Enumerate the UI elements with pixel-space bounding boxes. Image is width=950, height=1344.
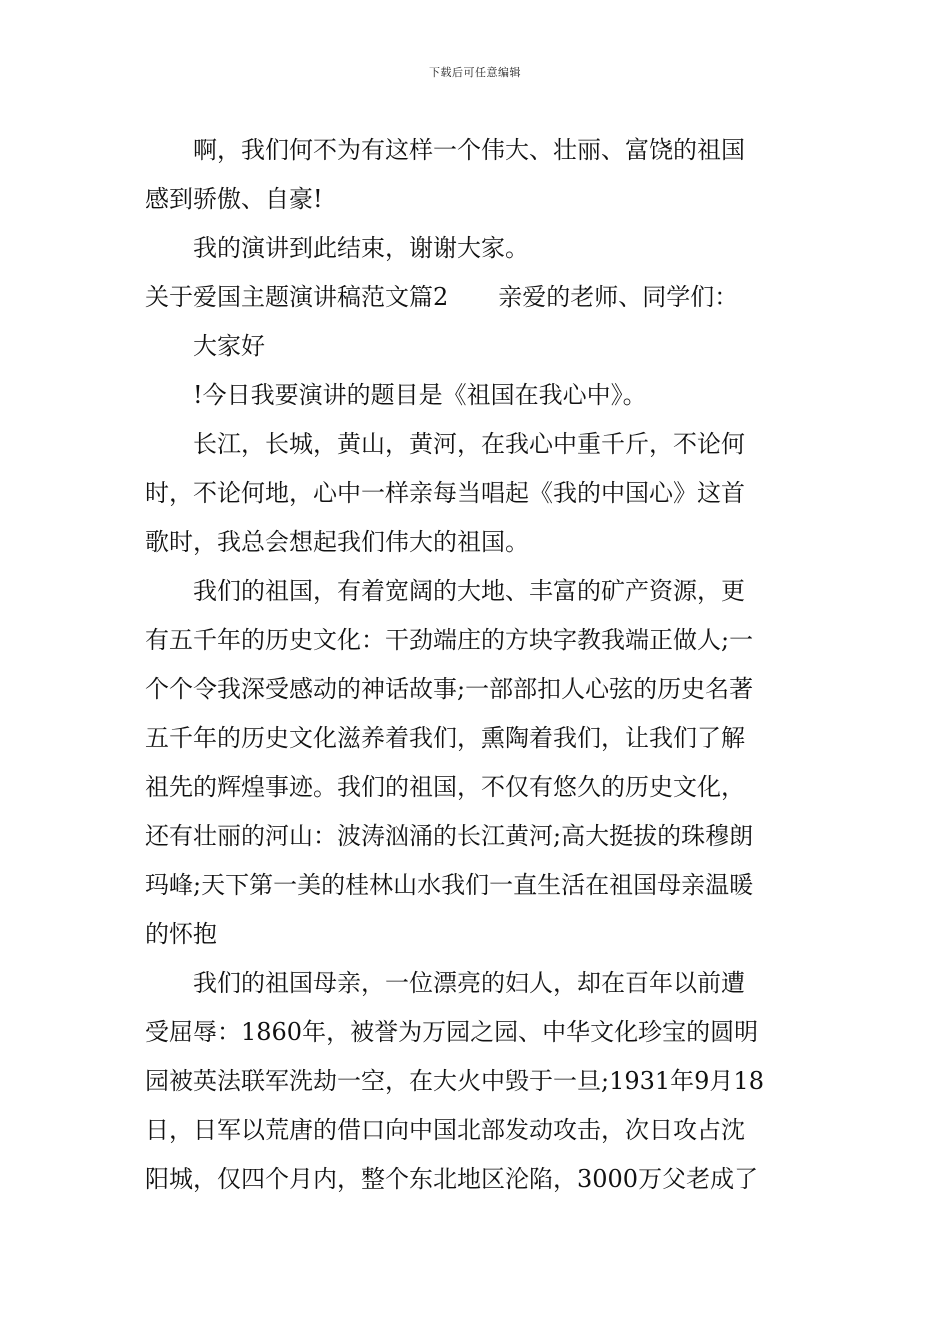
document-body <box>145 126 807 1204</box>
text-line: 啊，我们何不为有这样一个伟大、壮丽、富饶的祖国 <box>193 136 745 164</box>
text-line: 我们的祖国，有着宽阔的大地、丰富的矿产资源，更 <box>193 577 745 605</box>
section-title: 关于爱国主题演讲稿范文篇2 <box>145 283 449 311</box>
text-line: 时，不论何地，心中一样亲每当唱起《我的中国心》这首 <box>145 479 745 507</box>
text-line: 日，日军以荒唐的借口向中国北部发动攻击，次日攻占沈 <box>145 1116 745 1144</box>
page-header: 下载后可任意编辑 <box>429 66 521 79</box>
text-line: 我的演讲到此结束，谢谢大家。 <box>193 234 529 262</box>
text-line: 园被英法联军洗劫一空，在大火中毁于一旦;1931年9月18 <box>145 1067 764 1095</box>
text-line: !今日我要演讲的题目是《祖国在我心中》。 <box>193 381 647 409</box>
salutation: 亲爱的老师、同学们： <box>498 283 739 311</box>
text-line: 个个令我深受感动的神话故事;一部部扣人心弦的历史名著 <box>145 675 754 703</box>
text-line: 祖先的辉煌事迹。我们的祖国，不仅有悠久的历史文化， <box>145 773 745 801</box>
text-line: 五千年的历史文化滋养着我们，熏陶着我们，让我们了解 <box>145 724 745 752</box>
text-line: 还有壮丽的河山：波涛汹涌的长江黄河;高大挺拔的珠穆朗 <box>145 822 754 850</box>
text-line: 大家好 <box>193 332 265 360</box>
text-line: 受屈辱：1860年，被誉为万园之园、中华文化珍宝的圆明 <box>145 1018 759 1046</box>
section-heading-line <box>145 273 807 322</box>
text-line: 长江，长城，黄山，黄河，在我心中重千斤，不论何 <box>193 430 745 458</box>
text-line: 感到骄傲、自豪! <box>145 185 323 213</box>
text-line: 歌时，我总会想起我们伟大的祖国。 <box>145 528 529 556</box>
text-line: 阳城，仅四个月内，整个东北地区沦陷，3000万父老成了 <box>145 1165 759 1193</box>
text-line: 有五千年的历史文化：干劲端庄的方块字教我端正做人;一 <box>145 626 754 654</box>
text-line: 我们的祖国母亲，一位漂亮的妇人，却在百年以前遭 <box>193 969 745 997</box>
text-line: 的怀抱 <box>145 920 217 948</box>
text-line: 玛峰;天下第一美的桂林山水我们一直生活在祖国母亲温暖 <box>145 871 754 899</box>
